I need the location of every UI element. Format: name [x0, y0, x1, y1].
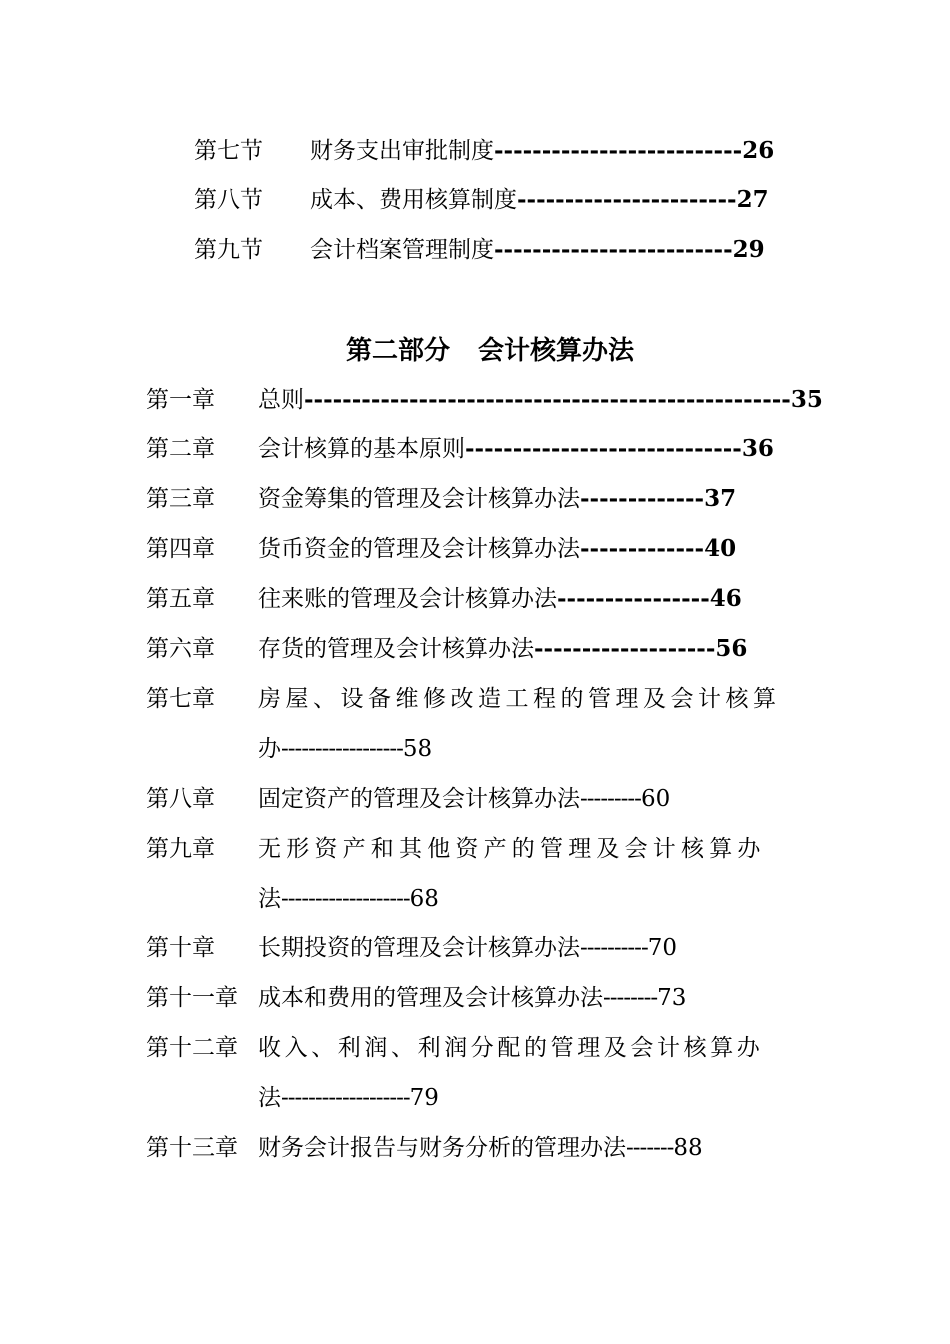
- entry-title: 固定资产的管理及会计核算办法: [258, 786, 580, 812]
- entry-title: 房屋、设备维修改造工程的管理及会计核算: [258, 686, 781, 712]
- toc-entry-section-9[interactable]: [194, 235, 765, 265]
- entry-leader: -------------------------: [494, 236, 733, 263]
- toc-entry-section-8[interactable]: [194, 185, 769, 215]
- entry-label: 第十三章: [146, 1135, 238, 1161]
- entry-page: 56: [715, 635, 748, 662]
- part-number: 第二部分: [345, 336, 450, 366]
- toc-entry-chapter-9[interactable]: [146, 834, 766, 864]
- entry-page: 37: [704, 485, 737, 512]
- entry-leader: --------: [603, 985, 658, 1011]
- toc-entry-chapter-7-continuation[interactable]: [258, 734, 432, 764]
- entry-page: 46: [709, 585, 742, 612]
- entry-label: 第一章: [146, 387, 215, 413]
- entry-leader: -------------------: [534, 635, 716, 662]
- entry-leader: --------------------------: [494, 137, 743, 164]
- entry-title: 会计核算的基本原则: [258, 436, 465, 462]
- entry-label: 第九节: [194, 237, 263, 263]
- entry-label: 第十一章: [146, 985, 238, 1011]
- entry-page: 68: [409, 886, 439, 912]
- entry-leader: -------------: [580, 535, 705, 562]
- entry-leader: -----------------------: [517, 186, 737, 213]
- entry-page: 88: [673, 1135, 703, 1161]
- entry-label: 第六章: [146, 636, 215, 662]
- entry-label: 第九章: [146, 836, 215, 862]
- part-title: 会计核算办法: [478, 336, 635, 366]
- entry-label: 第七节: [194, 138, 263, 164]
- entry-title-continuation: 法: [258, 1085, 281, 1111]
- part-heading: [0, 334, 950, 368]
- toc-entry-chapter-1[interactable]: [146, 385, 823, 415]
- entry-label: 第五章: [146, 586, 215, 612]
- entry-leader: ---------------------------------------------------: [304, 386, 791, 413]
- entry-page: 79: [409, 1085, 439, 1111]
- entry-title: 无形资产和其他资产的管理及会计核算办: [258, 836, 766, 862]
- entry-page: 58: [402, 736, 433, 762]
- entry-leader: -------------------: [281, 886, 410, 912]
- entry-title-continuation: 法: [258, 886, 281, 912]
- toc-entry-section-7[interactable]: [194, 136, 774, 166]
- entry-label: 第三章: [146, 486, 215, 512]
- entry-leader: ----------------: [557, 585, 710, 612]
- entry-label: 第八节: [194, 187, 263, 213]
- toc-entry-chapter-13[interactable]: [146, 1133, 703, 1163]
- entry-title: 财务支出审批制度: [310, 138, 494, 164]
- toc-entry-chapter-2[interactable]: [146, 434, 774, 464]
- entry-page: 29: [732, 236, 765, 263]
- entry-page: 70: [647, 935, 677, 961]
- toc-entry-chapter-5[interactable]: [146, 584, 742, 614]
- entry-label: 第十二章: [146, 1035, 238, 1061]
- toc-entry-chapter-12-continuation[interactable]: [258, 1083, 439, 1113]
- toc-entry-chapter-9-continuation[interactable]: [258, 884, 439, 914]
- toc-entry-chapter-12[interactable]: [146, 1033, 763, 1063]
- entry-title: 成本和费用的管理及会计核算办法: [258, 985, 603, 1011]
- entry-leader: -------------: [580, 485, 705, 512]
- entry-page: 27: [736, 186, 769, 213]
- entry-title: 会计档案管理制度: [310, 237, 494, 263]
- entry-title: 财务会计报告与财务分析的管理办法: [258, 1135, 626, 1161]
- toc-entry-chapter-7[interactable]: [146, 684, 781, 714]
- toc-entry-chapter-11[interactable]: [146, 983, 686, 1013]
- entry-title-continuation: 办: [258, 736, 281, 762]
- toc-entry-chapter-10[interactable]: [146, 933, 677, 963]
- entry-label: 第二章: [146, 436, 215, 462]
- toc-entry-chapter-8[interactable]: [146, 784, 670, 814]
- entry-leader: ------------------: [281, 736, 403, 762]
- toc-entry-chapter-4[interactable]: [146, 534, 736, 564]
- entry-title: 长期投资的管理及会计核算办法: [258, 935, 580, 961]
- entry-title: 总则: [258, 387, 304, 413]
- entry-leader: -----------------------------: [465, 435, 742, 462]
- entry-title: 货币资金的管理及会计核算办法: [258, 536, 580, 562]
- toc-entry-chapter-6[interactable]: [146, 634, 747, 664]
- entry-page: 35: [790, 386, 823, 413]
- entry-label: 第八章: [146, 786, 215, 812]
- entry-label: 第四章: [146, 536, 215, 562]
- entry-page: 73: [657, 985, 687, 1011]
- entry-title: 收入、利润、利润分配的管理及会计核算办: [258, 1035, 764, 1061]
- entry-leader: ---------: [580, 786, 641, 812]
- entry-page: 26: [742, 137, 775, 164]
- entry-label: 第七章: [146, 686, 215, 712]
- entry-title: 资金筹集的管理及会计核算办法: [258, 486, 580, 512]
- entry-page: 36: [741, 435, 774, 462]
- entry-leader: -------------------: [281, 1085, 410, 1111]
- toc-entry-chapter-3[interactable]: [146, 484, 736, 514]
- entry-leader: -------: [626, 1135, 674, 1161]
- entry-title: 往来账的管理及会计核算办法: [258, 586, 557, 612]
- entry-title: 成本、费用核算制度: [310, 187, 517, 213]
- entry-leader: ----------: [580, 935, 648, 961]
- entry-label: 第十章: [146, 935, 215, 961]
- entry-title: 存货的管理及会计核算办法: [258, 636, 534, 662]
- entry-page: 40: [704, 535, 737, 562]
- entry-page: 60: [640, 786, 671, 812]
